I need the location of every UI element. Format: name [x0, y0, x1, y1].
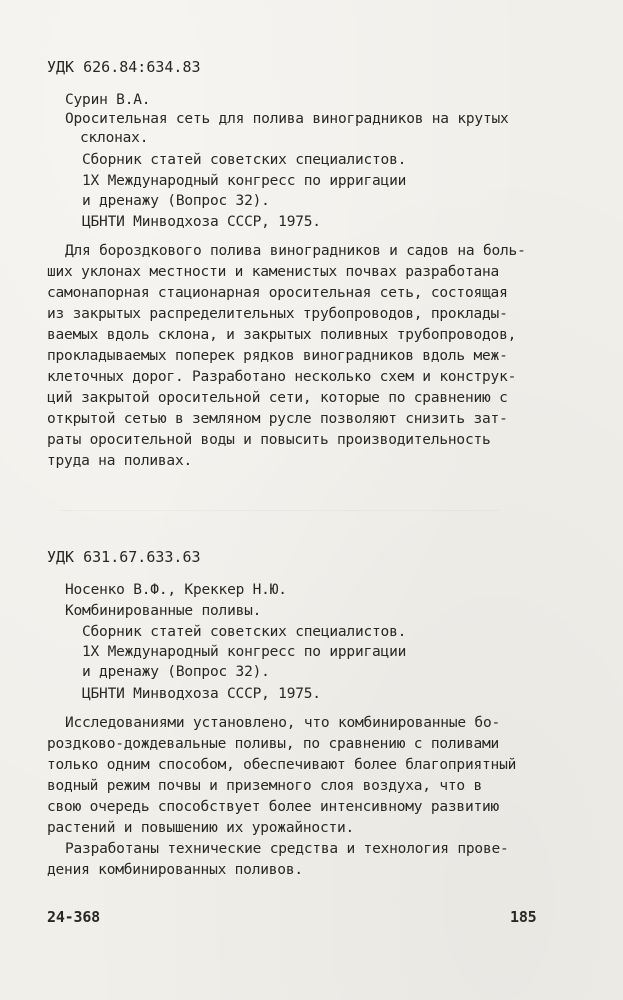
abstract-line: клеточных дорог. Разработано несколько схем и конструк- — [47, 369, 517, 385]
abstract-line: прокладываемых поперек рядков виноградников вдоль меж- — [47, 348, 508, 364]
abstract-line: водный режим почвы и приземного слоя воздуха, что в — [47, 778, 483, 794]
abstract-line: Исследованиями установлено, что комбинированные бо- — [65, 715, 501, 731]
abstract-line: Разработаны технические средства и технология прове- — [65, 841, 509, 857]
abstract-line: растений и повышению их урожайности. — [47, 820, 355, 836]
udk-code: УДК 631.67.633.63 — [47, 548, 201, 566]
title-continuation: склонах. — [80, 130, 149, 146]
abstract-line: труда на поливах. — [47, 453, 193, 469]
source-question: и дренажу (Вопрос 32). — [82, 193, 270, 209]
author: Носенко В.Ф., Креккер Н.Ю. — [65, 582, 287, 598]
abstract-line: раты оросительной воды и повысить производительность — [47, 432, 491, 448]
abstract-line: открытой сетью в земляном русле позволяют снизить зат- — [47, 411, 508, 427]
source-publisher: ЦБНТИ Минводхоза СССР, 1975. — [82, 214, 321, 230]
source-collection: Сборник статей советских специалистов. — [82, 152, 407, 168]
abstract-line: из закрытых распределительных трубопроводов, проклады- — [47, 306, 508, 322]
abstract-line: самонапорная стационарная оросительная сеть, состоящая — [47, 285, 508, 301]
abstract-line: Для бороздкового полива виноградников и садов на боль- — [65, 243, 526, 259]
title: Оросительная сеть для полива виноградников на крутых — [65, 111, 509, 127]
abstract-line: только одним способом, обеспечивают более благоприятный — [47, 757, 517, 773]
abstract-line: свою очередь способствует более интенсивному развитию — [47, 799, 500, 815]
abstract-line: роздково-дождевальные поливы, по сравнению с поливами — [47, 736, 500, 752]
source-congress: 1Х Международный конгресс по ирригации — [82, 173, 407, 189]
abstract-line: дения комбинированных поливов. — [47, 862, 303, 878]
abstract-line: ших уклонах местности и каменистых почвах разработана — [47, 264, 500, 280]
udk-code: УДК 626.84:634.83 — [47, 58, 201, 76]
source-collection: Сборник статей советских специалистов. — [82, 624, 407, 640]
page-number: 185 — [510, 908, 537, 926]
title: Комбинированные поливы. — [65, 603, 262, 619]
source-publisher: ЦБНТИ Минводхоза СССР, 1975. — [82, 686, 321, 702]
abstract-line: ваемых вдоль склона, и закрытых поливных трубопроводов, — [47, 327, 517, 343]
source-question: и дренажу (Вопрос 32). — [82, 664, 270, 680]
abstract-line: ций закрытой оросительной сети, которые по сравнению с — [47, 390, 508, 406]
author: Сурин В.А. — [65, 92, 151, 108]
printer-signature: 24-368 — [47, 908, 100, 926]
source-congress: 1Х Международный конгресс по ирригации — [82, 644, 407, 660]
